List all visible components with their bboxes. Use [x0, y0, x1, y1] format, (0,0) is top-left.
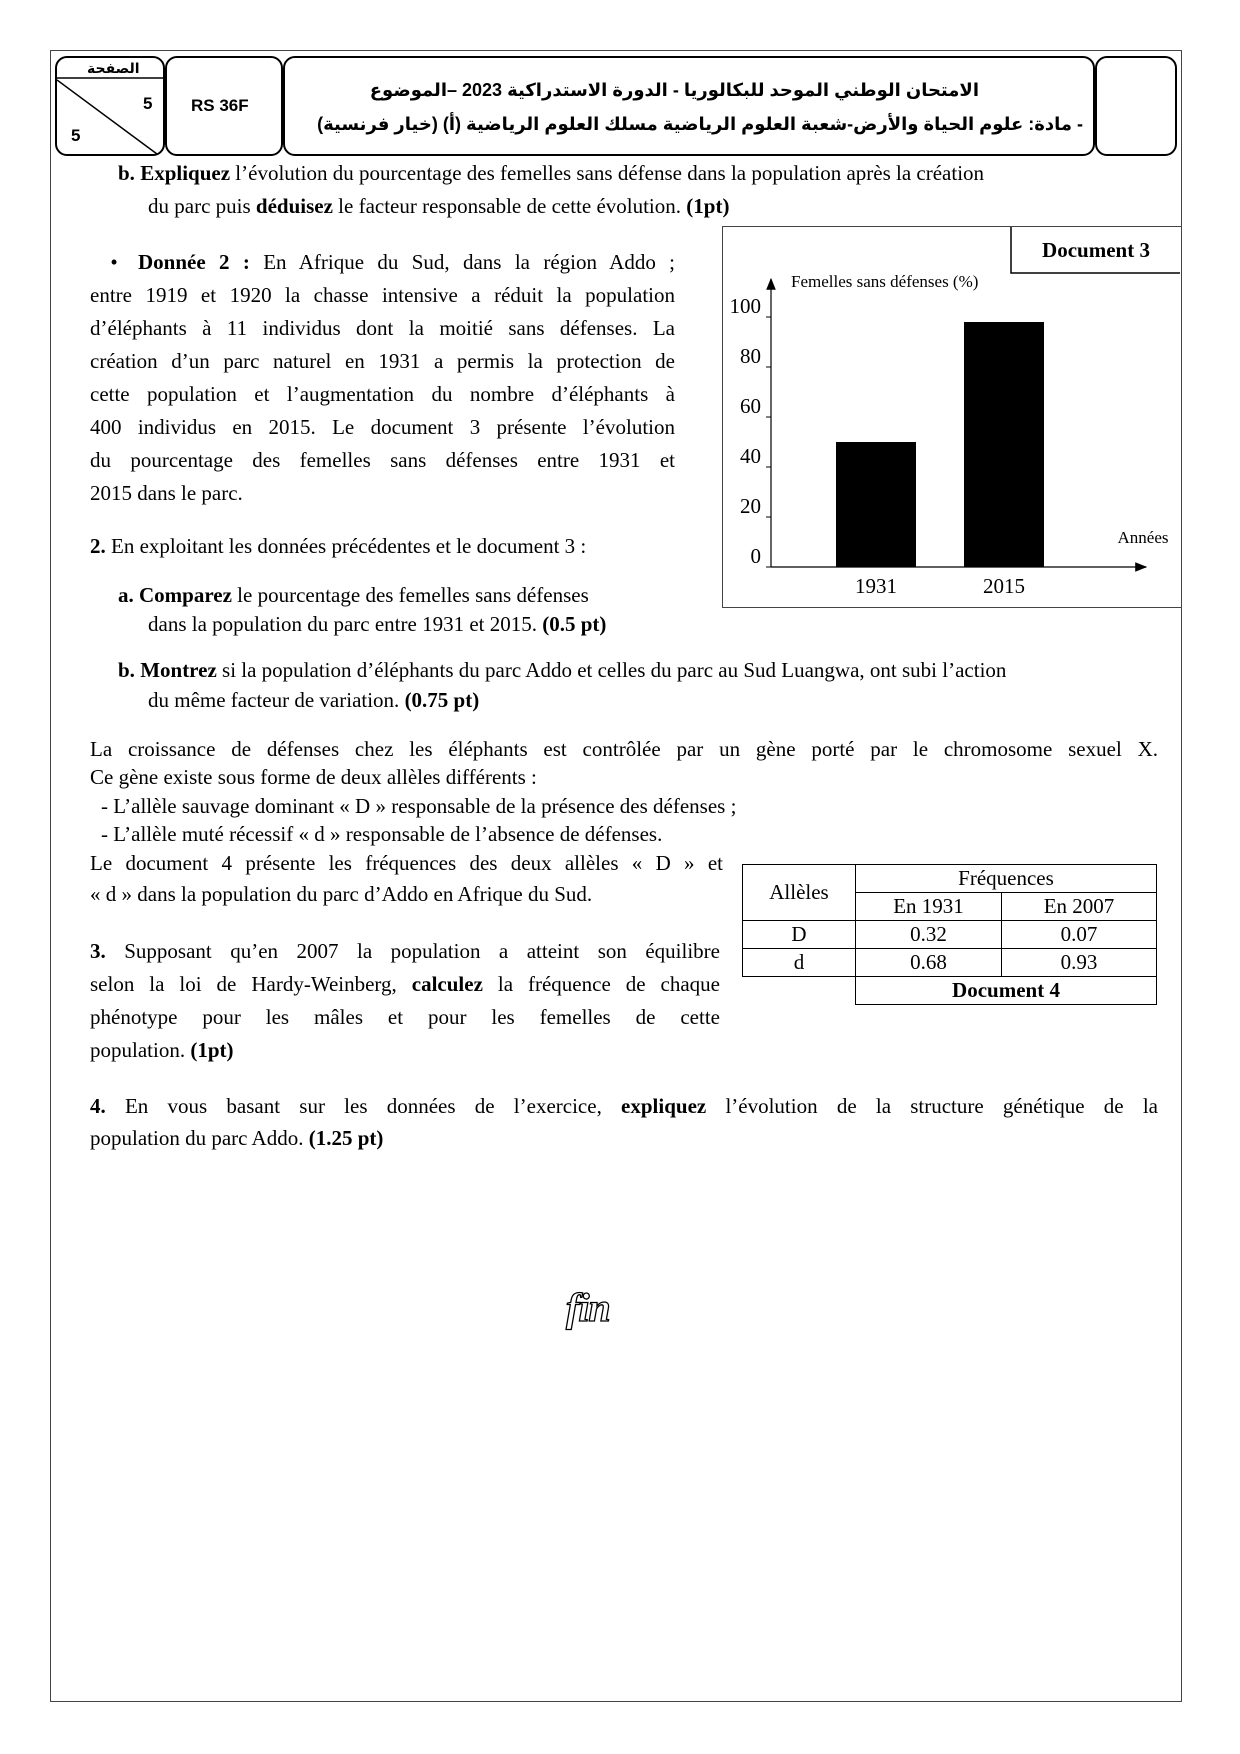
- q1b-text1: l’évolution du pourcentage des femelles sans défense dans la population après la création: [230, 161, 985, 185]
- q2b-label: b.: [118, 658, 135, 682]
- bar-2015: [964, 322, 1044, 567]
- q3-line2: [90, 968, 720, 1001]
- freq-1931-cell: 0.68: [856, 949, 1002, 977]
- y-tick-label: 60: [740, 394, 761, 418]
- x-tick-label-1931: 1931: [855, 574, 897, 598]
- q4-verb: expliquez: [621, 1094, 707, 1118]
- q4-text1b: l’évolution de la structure génétique de la: [706, 1094, 1158, 1118]
- header-right-box: [1095, 56, 1177, 156]
- q3-text4: population.: [90, 1038, 191, 1062]
- q2b-verb: Montrez: [140, 658, 217, 682]
- q2a-label: a.: [118, 583, 134, 607]
- col-2007-header: En 2007: [1002, 893, 1157, 921]
- freq-2007-cell: 0.93: [1002, 949, 1157, 977]
- document4-caption: Document 4: [856, 977, 1157, 1005]
- q1b-text2a: du parc puis: [148, 194, 256, 218]
- page-total: 5: [71, 126, 81, 145]
- donnee2-text: En Afrique du Sud, dans la région Addo ;: [249, 250, 675, 274]
- fin-signature: fin: [566, 1285, 610, 1330]
- q4-line2: [90, 1122, 383, 1155]
- donnee2-block: [90, 246, 675, 510]
- exam-title-line2: - مادة: علوم الحياة والأرض-شعبة العلوم الرياضية مسلك العلوم الرياضية (أ) (خيار فرنسية): [317, 114, 1083, 134]
- q2a-line2: [148, 608, 606, 641]
- donnee2-title: Donnée 2 :: [138, 250, 250, 274]
- q4-line1: [90, 1090, 1158, 1123]
- exam-title-line1: الامتحان الوطني الموحد للبكالوريا - الدورة الاستدراكية 2023 –الموضوع: [369, 80, 979, 100]
- header-title-box: [283, 56, 1095, 156]
- q1b-verb2: déduisez: [255, 194, 333, 218]
- header-page-box: [55, 56, 165, 156]
- q3-verb: calculez: [411, 972, 483, 996]
- chart-ylabel: Femelles sans défenses (%): [791, 272, 979, 291]
- q4-text1a: En vous basant sur les données de l’exercice,: [105, 1094, 622, 1118]
- allele-cell: d: [743, 949, 856, 977]
- q3-text2b: la fréquence de chaque: [482, 972, 720, 996]
- donnee2-line-5: cette population et l’augmentation du nombre d’éléphants à: [90, 382, 675, 406]
- genetics-line-5: Le document 4 présente les fréquences des deux allèles « D » et: [90, 851, 723, 875]
- document3-chart-frame: [722, 226, 1182, 608]
- donnee2-line-7: du pourcentage des femelles sans défenses entre 1931 et: [90, 448, 675, 472]
- bar-1931: [836, 442, 916, 567]
- donnee2-line-6: 400 individus en 2015. Le document 3 présente l’évolution: [90, 415, 675, 439]
- y-tick-label: 0: [750, 544, 761, 568]
- donnee2-line-8: 2015 dans le parc.: [90, 481, 243, 505]
- q3-label: 3.: [90, 939, 106, 963]
- q4-points: (1.25 pt): [308, 1126, 384, 1150]
- page-label: الصفحة: [87, 60, 140, 76]
- y-tick-label: 100: [729, 294, 761, 318]
- donnee2-line-4: création d’un parc naturel en 1931 a permis la protection de: [90, 349, 675, 373]
- q3-text2a: selon la loi de Hardy-Weinberg,: [90, 972, 412, 996]
- document3-title: Document 3: [1042, 238, 1150, 262]
- q2b-text1: si la population d’éléphants du parc Addo et celles du parc au Sud Luangwa, ont subi l’action: [216, 658, 1007, 682]
- document3-chart: [723, 227, 1180, 606]
- genetics-line-6: « d » dans la population du parc d’Addo en Afrique du Sud.: [90, 882, 593, 906]
- q3-line4: [90, 1034, 234, 1067]
- donnee2-line-2: entre 1919 et 1920 la chasse intensive a réduit la population: [90, 283, 675, 307]
- q2a-verb: Comparez: [139, 583, 232, 607]
- exam-code: RS 36F: [191, 96, 249, 115]
- header-code-box: [165, 56, 283, 156]
- page-current: 5: [143, 94, 153, 113]
- q2b-text2: du même facteur de variation.: [148, 688, 405, 712]
- table-row: [743, 949, 1157, 977]
- q2a-text1: le pourcentage des femelles sans défenses: [231, 583, 589, 607]
- q3-line3: phénotype pour les mâles et pour les femelles de cette: [90, 1005, 720, 1029]
- q2a-points: (0.5 pt): [542, 612, 607, 636]
- genetics-line-2: Ce gène existe sous forme de deux allèles différents :: [90, 765, 537, 789]
- chart-xlabel: Années: [1117, 528, 1169, 547]
- q2b-line1: [118, 654, 1006, 687]
- q1b-line2: [148, 190, 729, 223]
- donnee2-line-1: [90, 246, 675, 279]
- table-row: [743, 921, 1157, 949]
- q4-label: 4.: [90, 1094, 106, 1118]
- genetics-line-4: - L’allèle muté récessif « d » responsable de l’absence de défenses.: [101, 822, 663, 846]
- q1b-line1: [118, 157, 984, 190]
- donnee2-line-3: d’éléphants à 11 individus dont la moitié sans défenses. La: [90, 316, 675, 340]
- bullet-icon: •: [110, 250, 118, 274]
- x-tick-label-2015: 2015: [983, 574, 1025, 598]
- y-tick-label: 40: [740, 444, 761, 468]
- y-tick-label: 80: [740, 344, 761, 368]
- y-tick-label: 20: [740, 494, 761, 518]
- q3-line1: [90, 935, 720, 968]
- q1b-label: b.: [118, 161, 135, 185]
- q2-intro: [90, 530, 586, 563]
- q1b-verb1: Expliquez: [140, 161, 231, 185]
- q2b-line2: [148, 684, 479, 717]
- col-frequences-header: Fréquences: [856, 865, 1157, 893]
- q1b-points: (1pt): [686, 194, 730, 218]
- q2a-text2: dans la population du parc entre 1931 et 2015.: [148, 612, 543, 636]
- q2b-points: (0.75 pt): [404, 688, 480, 712]
- col-1931-header: En 1931: [856, 893, 1002, 921]
- genetics-line-1: La croissance de défenses chez les éléphants est contrôlée par un gène porté par le chromosome sexuel X.: [90, 737, 1158, 761]
- q2-intro-text: En exploitant les données précédentes et le document 3 :: [105, 534, 587, 558]
- col-alleles-header: Allèles: [743, 865, 856, 921]
- allele-cell: D: [743, 921, 856, 949]
- q4-text2: population du parc Addo.: [90, 1126, 309, 1150]
- genetics-line-3: - L’allèle sauvage dominant « D » responsable de la présence des défenses ;: [101, 794, 737, 818]
- q3-points: (1pt): [190, 1038, 234, 1062]
- document4-table: [742, 864, 1157, 1005]
- q3-text1: Supposant qu’en 2007 la population a atteint son équilibre: [105, 939, 720, 963]
- freq-2007-cell: 0.07: [1002, 921, 1157, 949]
- q1b-text2b: le facteur responsable de cette évolution.: [332, 194, 687, 218]
- freq-1931-cell: 0.32: [856, 921, 1002, 949]
- q2-label: 2.: [90, 534, 106, 558]
